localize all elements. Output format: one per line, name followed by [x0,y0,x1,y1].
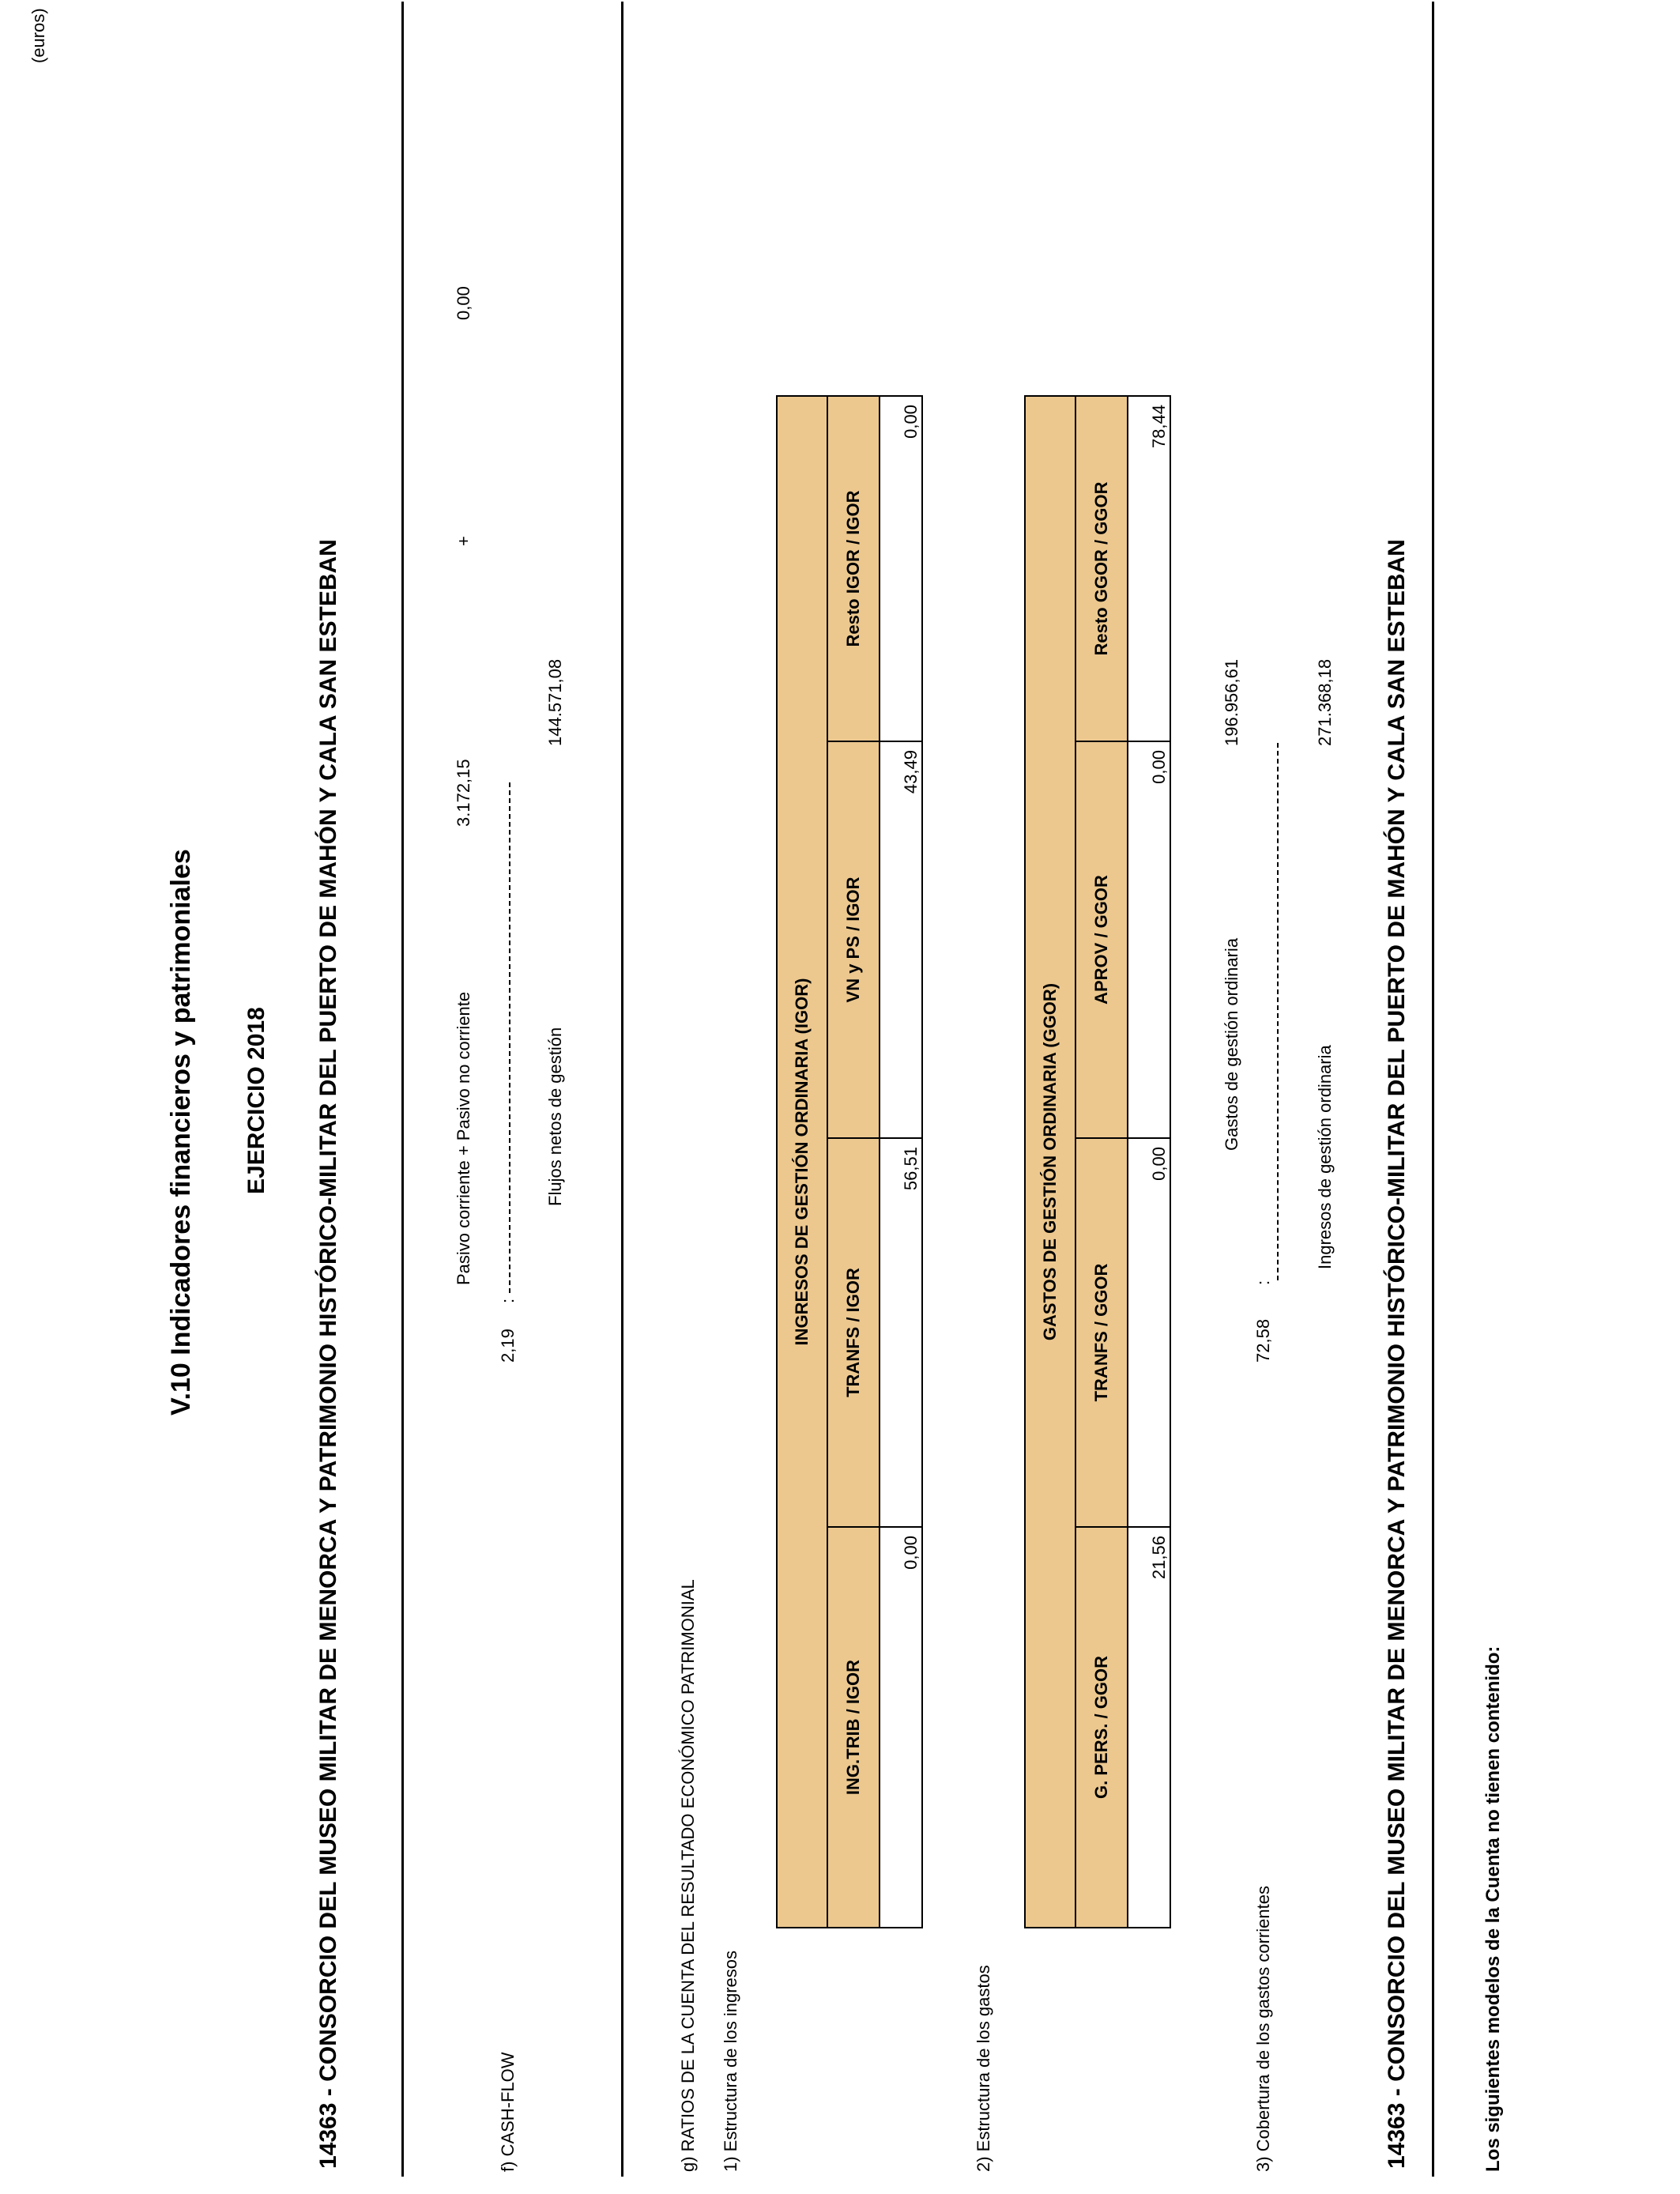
cashflow-fraction-line [509,782,510,1293]
income-col-resto: Resto IGOR / IGOR [827,396,880,741]
page-title: V.10 Indicadores financieros y patrimoniales [166,849,196,1416]
income-value-resto: 0,00 [880,396,922,741]
footer-entity-heading: 14363 - CONSORCIO DEL MUSEO MILITAR DE MENORCA Y PATRIMONIO HISTÓRICO-MILITAR DEL PUERTO DE MAHÓN Y CALA SAN ESTEBAN [1384,539,1410,2169]
ratios-section-label: g) RATIOS DE LA CUENTA DEL RESULTADO ECONÓMICO PATRIMONIAL [678,1579,698,2172]
coverage-numerator-value: 196.956,61 [1222,658,1241,746]
coverage-denominator-value: 271.368,18 [1315,658,1335,746]
income-col-ing-trib: ING.TRIB / IGOR [827,1527,880,1928]
expenses-col-tranfs: TRANFS / GGOR [1075,1138,1128,1527]
divider-top [401,2,404,2177]
divider-middle [621,2,623,2177]
exercise-title: EJERCICIO 2018 [243,1007,269,1194]
coverage-denominator-label: Ingresos de gestión ordinaria [1315,1045,1335,1269]
coverage-value: 72,58 [1253,1318,1273,1363]
currency-unit: (euros) [28,8,48,63]
expenses-col-pers: G. PERS. / GGOR [1075,1527,1128,1928]
cashflow-denominator-value: 144.571,08 [545,658,565,746]
income-value-vn-ps: 43,49 [880,741,922,1138]
coverage-numerator-label: Gastos de gestión ordinaria [1222,937,1241,1151]
coverage-label: 3) Cobertura de los gastos corrientes [1253,1886,1273,2172]
expenses-structure-label: 2) Estructura de los gastos [974,1965,993,2172]
income-col-tranfs: TRANFS / IGOR [827,1138,880,1527]
expenses-value-resto: 78,44 [1128,396,1170,741]
cashflow-colon: : [498,1298,518,1303]
cashflow-label: f) CASH-FLOW [498,2052,518,2172]
expenses-table-header: GASTOS DE GESTIÓN ORDINARIA (GGOR) [1025,396,1075,1928]
income-value-ing-trib: 0,00 [880,1527,922,1928]
expenses-col-aprov: APROV / GGOR [1075,741,1128,1138]
coverage-fraction-line [1277,743,1279,1280]
expenses-col-resto: Resto GGOR / GGOR [1075,396,1128,741]
cashflow-plus: + [454,536,473,546]
cashflow-numerator-value-2: 0,00 [454,286,473,320]
coverage-colon: : [1253,1280,1273,1285]
expenses-structure-table [1024,395,1171,1928]
expenses-value-pers: 21,56 [1128,1527,1170,1928]
cashflow-numerator-label: Pasivo corriente + Pasivo no corriente [454,991,473,1285]
entity-heading: 14363 - CONSORCIO DEL MUSEO MILITAR DE MENORCA Y PATRIMONIO HISTÓRICO-MILITAR DEL PUERTO DE MAHÓN Y CALA SAN ESTEBAN [315,539,341,2169]
cashflow-numerator-value-1: 3.172,15 [454,759,473,827]
income-value-tranfs: 56,51 [880,1138,922,1527]
divider-bottom [1432,2,1434,2177]
income-structure-table [776,395,923,1928]
expenses-value-tranfs: 0,00 [1128,1138,1170,1527]
income-structure-label: 1) Estructura de los ingresos [721,1950,740,2172]
footer-note: Los siguientes modelos de la Cuenta no tienen contenido: [1482,1646,1504,2172]
income-table-header: INGRESOS DE GESTIÓN ORDINARIA (IGOR) [777,396,827,1928]
income-col-vn-ps: VN y PS / IGOR [827,741,880,1138]
expenses-value-aprov: 0,00 [1128,741,1170,1138]
cashflow-value: 2,19 [498,1329,518,1363]
cashflow-denominator-label: Flujos netos de gestión [545,1027,565,1206]
